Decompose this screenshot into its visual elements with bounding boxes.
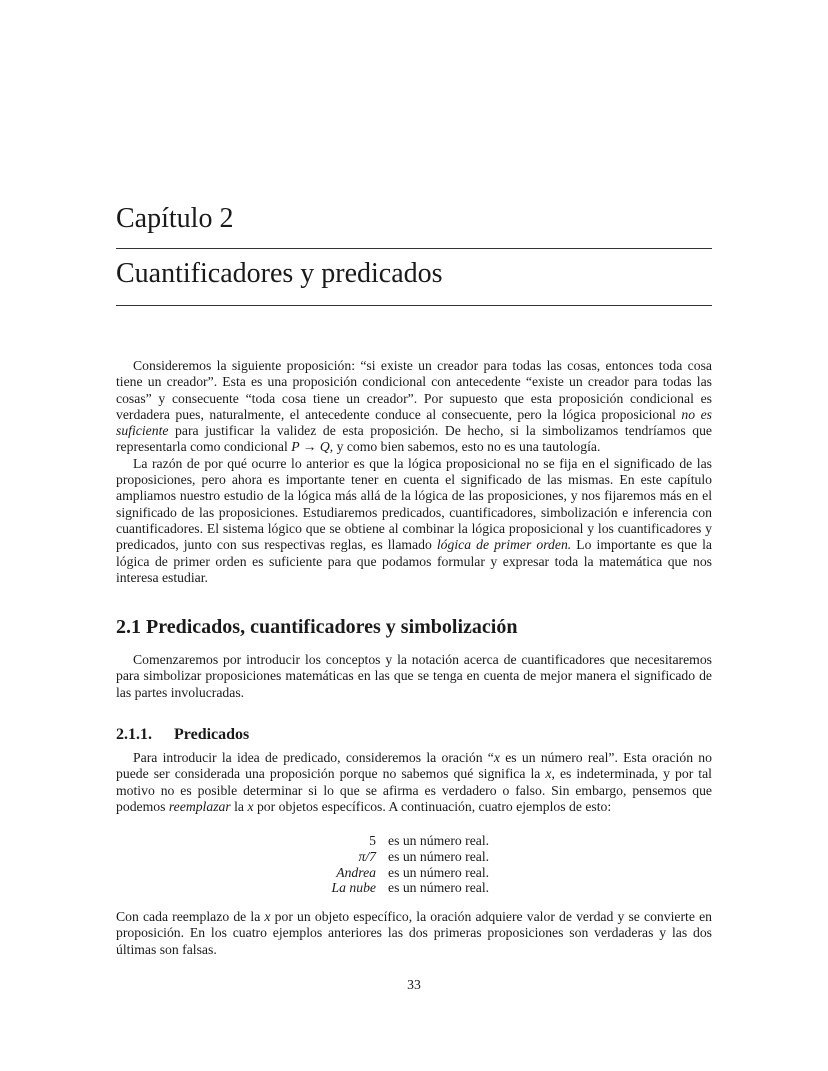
page-number: 33 [407, 977, 421, 992]
subsection-paragraph-1 [116, 750, 712, 815]
example-row [300, 865, 560, 881]
text: Lo importante es que la lógica de primer orden es suficiente para que podamos formular y expresar toda la matemática que nos interesa estudiar. [116, 537, 712, 585]
text: por objetos específicos. A continuación, cuatro ejemplos de esto: [253, 798, 612, 814]
example-predicate: es un número real. [388, 833, 490, 848]
intro-paragraph-2 [116, 456, 712, 586]
intro-text [116, 358, 712, 586]
examples-list [300, 833, 560, 896]
subsection-text-2 [116, 909, 712, 958]
subsection-paragraph-2 [116, 909, 712, 958]
subsection-heading [116, 725, 712, 745]
subsection-text [116, 750, 712, 815]
example-subject: π/7 [358, 848, 376, 864]
section-heading: 2.1 Predicados, cuantificadores y simbolización [116, 616, 518, 638]
chapter-label: Capítulo 2 [116, 203, 234, 234]
intro-paragraph-1 [116, 358, 712, 456]
section-paragraph: Comenzaremos por introducir los conceptos y la notación acerca de cuantificadores que necesitaremos para simbolizar proposiciones matemáticas en las que se tenga en cuenta de mejor manera el significado de las partes involucradas. [116, 652, 712, 700]
text: la [230, 798, 248, 814]
text: Con cada reemplazo de la [116, 909, 265, 924]
emphasis: reemplazar [168, 798, 231, 814]
example-row [300, 833, 560, 849]
text: , es indeterminada, y por tal motivo no es posible determinar si lo que se afirma es verdadero o falso. Sin embargo, pensemos que podemos [116, 766, 712, 814]
chapter-rule-bottom [116, 305, 712, 306]
example-predicate: es un número real. [388, 864, 490, 880]
example-row [300, 880, 560, 896]
text: Para introducir la idea de predicado, consideremos la oración “ [133, 750, 494, 765]
text: por un objeto específico, la oración adquiere valor de verdad y se convierte en proposición. En los cuatro ejemplos anteriores las dos primeras proposiciones son verdaderas y las dos últimas son falsas. [116, 909, 712, 957]
math-variable: x [545, 766, 552, 782]
subsection-title: Predicados [174, 726, 250, 743]
math-variable: x [493, 750, 500, 765]
chapter-rule-top [116, 248, 712, 249]
text: , y como bien sabemos, esto no es una tautología. [329, 439, 601, 455]
text: para justificar la validez de esta proposición. De hecho, si la simbolizamos tendríamos que representarla como condicional [116, 423, 712, 455]
example-subject: 5 [369, 833, 376, 848]
chapter-title: Cuantificadores y predicados [116, 258, 443, 289]
section-text [116, 652, 712, 701]
example-row [300, 849, 560, 865]
math-expression: P → Q [291, 439, 330, 455]
example-predicate: es un número real. [388, 880, 490, 896]
math-variable: x [264, 909, 271, 924]
subsection-number: 2.1.1. [116, 726, 152, 743]
example-subject: Andrea [336, 864, 376, 880]
emphasis: lógica de primer orden. [436, 537, 572, 553]
text: La razón de por qué ocurre lo anterior es que la lógica proposicional no se fija en el significado de las proposiciones, pero ahora es importante tener en cuenta el significado de las mismas. En este capítulo ampliamos nuestro estudio de la lógica más allá de la lógica de las proposiciones, y nos fijaremos más en el significado de las proposiciones. Estudiaremos predicados, cuantificadores, simbolización e inferencia con cuantificadores. El sistema lógico que se obtiene al combinar la lógica proposicional y los cuantificadores y predicados, junto con sus respectivas reglas, es llamado [116, 455, 712, 553]
example-subject: La nube [331, 880, 376, 896]
emphasis: no es suficiente [116, 406, 712, 439]
text: Consideremos la siguiente proposición: “si existe un creador para todas las cosas, entonces toda cosa tiene un creador”. Esta es una proposición condicional con antecedente “existe un creador para todas las cosas” y consecuente “toda cosa tiene un creador”. Por supuesto que esta proposición condicional es verdadera pues, naturalmente, el antecedente conduce al consecuente, pero la lógica proposicional [116, 358, 712, 422]
math-variable: x [247, 798, 254, 814]
text: es un número real”. Esta oración no puede ser considerada una proposición porque no sabemos qué significa la [116, 750, 712, 782]
example-predicate: es un número real. [388, 848, 490, 864]
